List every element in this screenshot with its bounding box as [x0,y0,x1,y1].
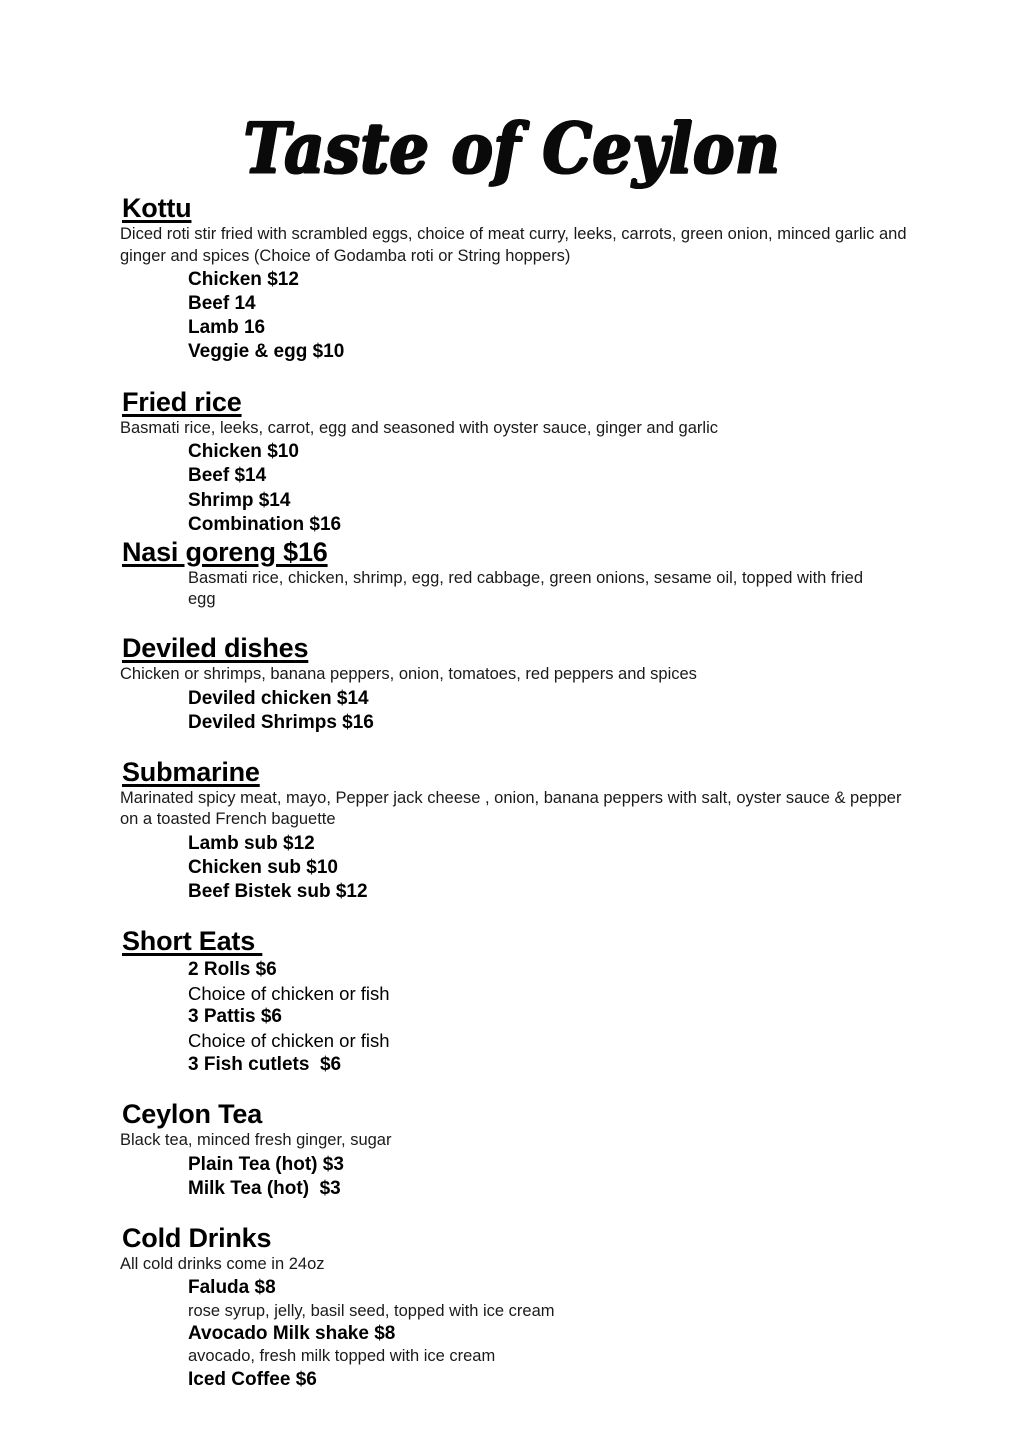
item-note: rose syrup, jelly, basil seed, topped with ice cream [188,1301,555,1320]
section-description-nasi-goreng: Basmati rice, chicken, shrimp, egg, red cabbage, green onions, sesame oil, topped with fried egg [188,569,864,609]
menu-item: Beef 14 [188,293,256,315]
menu-section-short-eats [120,926,910,1077]
menu-section-nasi-goreng [120,537,910,611]
section-description-submarine: Marinated spicy meat, mayo, Pepper jack cheese , onion, banana peppers with salt, oyster sauce & pepper on a toasted French baguette [120,789,902,829]
item-note: avocado, fresh milk topped with ice cream [188,1347,496,1366]
section-heading-kottu: Kottu [122,193,192,223]
menu-section-deviled-dishes [120,633,910,735]
section-heading-cold-drinks: Cold Drinks [122,1222,272,1253]
menu-item: Faluda $8 [188,1277,276,1299]
menu-item: Chicken $12 [188,269,299,291]
menu-sections [120,193,910,1392]
section-heading-deviled-dishes: Deviled dishes [122,632,309,663]
section-items-fried-rice [120,440,910,537]
menu-item: Lamb 16 [188,317,266,339]
menu-item: Deviled Shrimps $16 [188,711,374,733]
section-heading-submarine: Submarine [122,756,260,787]
menu-item: Deviled chicken $14 [188,687,369,709]
menu-item: 3 Fish cutlets $6 [188,1053,342,1075]
item-option: Choice of chicken or fish [188,1030,390,1052]
section-description-fried-rice: Basmati rice, leeks, carrot, egg and seasoned with oyster sauce, ginger and garlic [120,418,718,437]
section-items-deviled-dishes [120,687,910,735]
menu-section-fried-rice [120,387,910,537]
menu-item: Plain Tea (hot) $3 [188,1153,344,1175]
section-description-ceylon-tea: Black tea, minced fresh ginger, sugar [120,1131,392,1150]
menu-section-ceylon-tea [120,1099,910,1201]
menu-item: Chicken $10 [188,441,299,463]
menu-item: 3 Pattis $6 [188,1006,282,1028]
section-items-short-eats [120,958,910,1077]
menu-item: Iced Coffee $6 [188,1368,317,1390]
section-description-cold-drinks: All cold drinks come in 24oz [120,1255,325,1274]
menu-item: Veggie & egg $10 [188,341,345,363]
section-items-kottu [120,268,910,365]
menu-section-kottu [120,193,910,365]
section-items-submarine [120,832,910,904]
menu-item: Avocado Milk shake $8 [188,1323,396,1345]
section-heading-fried-rice: Fried rice [122,386,242,417]
menu-item: Lamb sub $12 [188,832,315,854]
menu-item: Beef $14 [188,465,267,487]
restaurant-logo [0,107,1024,190]
menu-item: Shrimp $14 [188,489,291,511]
section-heading-short-eats: Short Eats [122,926,263,957]
menu-item: Milk Tea (hot) $3 [188,1177,341,1199]
menu-item: 2 Rolls $6 [188,958,277,980]
section-description-kottu: Diced roti stir fried with scrambled eggs, choice of meat curry, leeks, carrots, green onion, minced garlic and ginger and spices (Choice of Godamba roti or String hoppers) [120,225,907,265]
section-heading-ceylon-tea: Ceylon Tea [122,1098,263,1129]
menu-item: Chicken sub $10 [188,857,338,879]
restaurant-name: Taste of Ceylon [243,107,781,190]
menu-section-submarine [120,757,910,904]
menu-item: Combination $16 [188,513,342,535]
section-description-deviled-dishes: Chicken or shrimps, banana peppers, onion, tomatoes, red peppers and spices [120,665,697,684]
section-heading-nasi-goreng: Nasi goreng $16 [122,536,328,567]
menu-section-cold-drinks [120,1223,910,1392]
section-items-ceylon-tea [120,1153,910,1201]
item-option: Choice of chicken or fish [188,982,390,1004]
menu-item: Beef Bistek sub $12 [188,881,368,903]
section-items-cold-drinks [120,1276,910,1391]
